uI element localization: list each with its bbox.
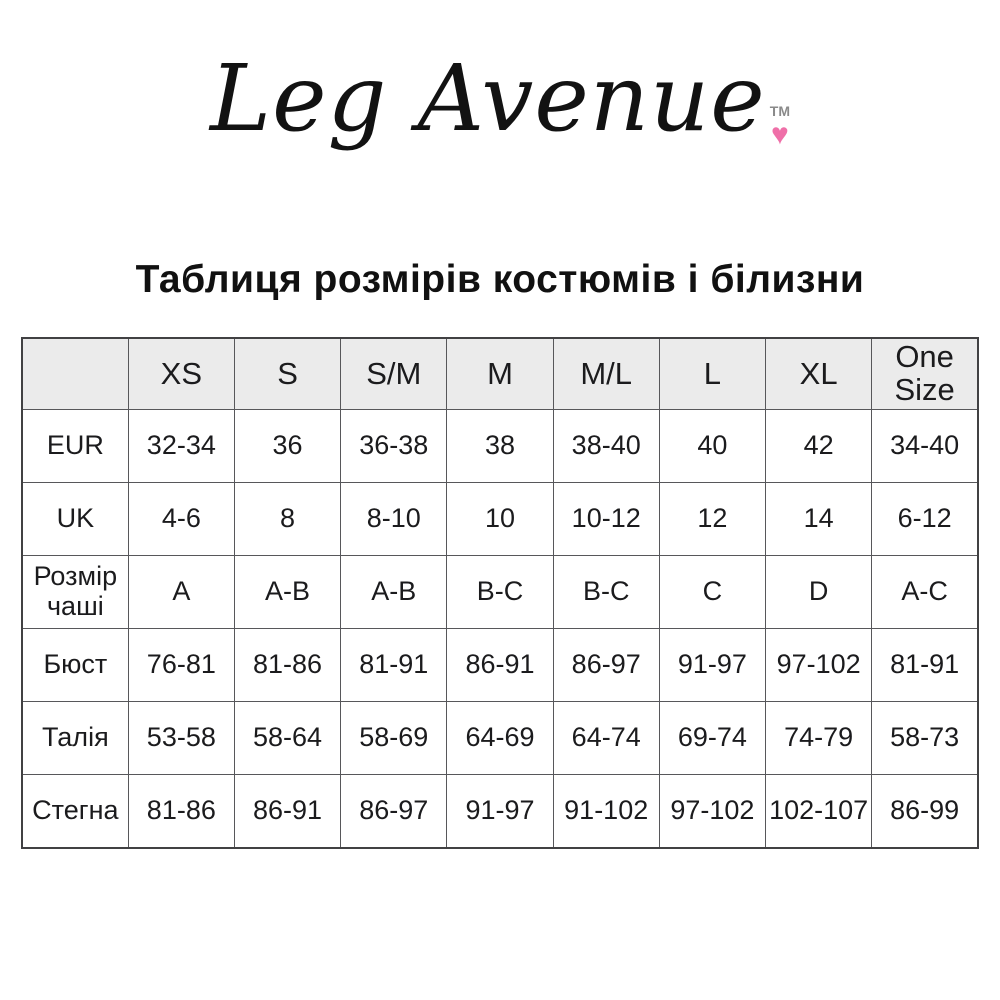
- size-cell: 86-99: [872, 775, 978, 849]
- size-cell: 8-10: [341, 483, 447, 556]
- size-cell: 38-40: [553, 410, 659, 483]
- size-table: [21, 337, 979, 849]
- column-header-ml: M/L: [553, 338, 659, 410]
- size-cell: 102-107: [766, 775, 872, 849]
- size-cell: 58-73: [872, 702, 978, 775]
- size-cell: 40: [659, 410, 765, 483]
- size-cell: 64-74: [553, 702, 659, 775]
- size-cell: 8: [234, 483, 340, 556]
- size-cell: 81-86: [128, 775, 234, 849]
- size-cell: D: [766, 556, 872, 629]
- size-cell: 36-38: [341, 410, 447, 483]
- size-cell: 76-81: [128, 629, 234, 702]
- size-cell: 91-102: [553, 775, 659, 849]
- column-header-s: S: [234, 338, 340, 410]
- size-table-header-row: [22, 338, 978, 410]
- size-cell: 38: [447, 410, 553, 483]
- row-label: Талія: [22, 702, 128, 775]
- size-cell: 86-97: [341, 775, 447, 849]
- row-label: Розмір чаші: [22, 556, 128, 629]
- table-row-cup-size: [22, 556, 978, 629]
- size-cell: A-C: [872, 556, 978, 629]
- table-row-bust: [22, 629, 978, 702]
- size-cell: 69-74: [659, 702, 765, 775]
- brand-logo-text: Leg Avenue: [210, 45, 766, 152]
- size-cell: 6-12: [872, 483, 978, 556]
- size-cell: 86-97: [553, 629, 659, 702]
- size-cell: 34-40: [872, 410, 978, 483]
- column-header-empty: [22, 338, 128, 410]
- size-cell: 14: [766, 483, 872, 556]
- size-cell: 53-58: [128, 702, 234, 775]
- column-header-l: L: [659, 338, 765, 410]
- row-label: UK: [22, 483, 128, 556]
- column-header-sm: S/M: [341, 338, 447, 410]
- size-cell: 81-91: [872, 629, 978, 702]
- size-cell: 86-91: [234, 775, 340, 849]
- table-row-hips: [22, 775, 978, 849]
- column-header-one-size: One Size: [872, 338, 978, 410]
- size-cell: 58-64: [234, 702, 340, 775]
- size-cell: 10-12: [553, 483, 659, 556]
- size-cell: C: [659, 556, 765, 629]
- size-cell: 4-6: [128, 483, 234, 556]
- brand-logo-suffix: [770, 104, 790, 150]
- row-label: Бюст: [22, 629, 128, 702]
- table-row-waist: [22, 702, 978, 775]
- size-cell: 10: [447, 483, 553, 556]
- size-cell: 86-91: [447, 629, 553, 702]
- heart-icon: ♥: [770, 118, 789, 151]
- size-cell: 97-102: [766, 629, 872, 702]
- table-row-eur: [22, 410, 978, 483]
- size-cell: B-C: [447, 556, 553, 629]
- size-cell: A: [128, 556, 234, 629]
- size-cell: 81-91: [341, 629, 447, 702]
- page-title: Таблиця розмірів костюмів і білизни: [135, 258, 865, 301]
- size-cell: 36: [234, 410, 340, 483]
- size-cell: 42: [766, 410, 872, 483]
- size-cell: 58-69: [341, 702, 447, 775]
- column-header-xl: XL: [766, 338, 872, 410]
- column-header-m: M: [447, 338, 553, 410]
- size-cell: 97-102: [659, 775, 765, 849]
- size-cell: 91-97: [659, 629, 765, 702]
- size-cell: 91-97: [447, 775, 553, 849]
- size-cell: B-C: [553, 556, 659, 629]
- size-cell: 81-86: [234, 629, 340, 702]
- row-label: EUR: [22, 410, 128, 483]
- trademark-symbol: TM: [769, 103, 790, 119]
- row-label: Стегна: [22, 775, 128, 849]
- table-row-uk: [22, 483, 978, 556]
- size-cell: 32-34: [128, 410, 234, 483]
- size-cell: A-B: [234, 556, 340, 629]
- size-cell: 12: [659, 483, 765, 556]
- brand-logo: [0, 0, 1000, 196]
- size-cell: A-B: [341, 556, 447, 629]
- column-header-xs: XS: [128, 338, 234, 410]
- size-cell: 64-69: [447, 702, 553, 775]
- size-cell: 74-79: [766, 702, 872, 775]
